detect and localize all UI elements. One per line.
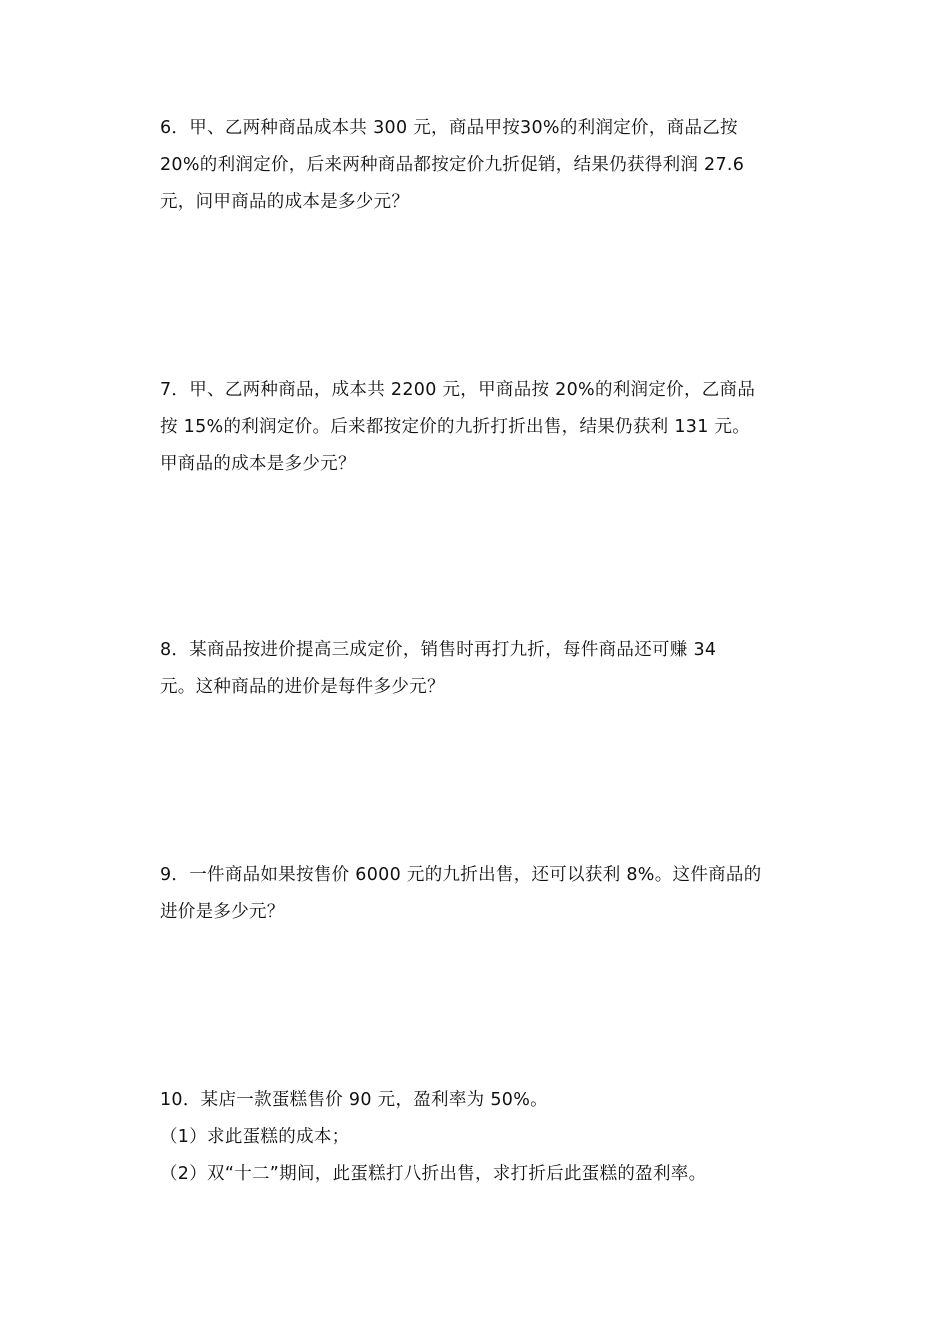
problem-7 xyxy=(160,372,800,483)
problem-6-line-2: 20%的利润定价，后来两种商品都按定价九折促销，结果仍获得利润 27.6 xyxy=(160,155,745,175)
problem-9 xyxy=(160,857,800,931)
problem-9-line-2: 进价是多少元？ xyxy=(160,902,285,922)
problem-8-line-2: 元。这种商品的进价是每件多少元？ xyxy=(160,677,445,697)
problem-7-line-2: 按 15%的利润定价。后来都按定价的九折打折出售，结果仍获利 131 元。 xyxy=(160,417,751,437)
problem-7-line-3: 甲商品的成本是多少元？ xyxy=(160,454,356,474)
problem-6-line-1: 6．甲、乙两种商品成本共 300 元，商品甲按30%的利润定价，商品乙按 xyxy=(160,118,738,138)
problem-7-line-1: 7．甲、乙两种商品，成本共 2200 元，甲商品按 20%的利润定价，乙商品 xyxy=(160,380,756,400)
problem-10 xyxy=(160,1082,800,1193)
problem-9-line-1: 9．一件商品如果按售价 6000 元的九折出售，还可以获利 8%。这件商品的 xyxy=(160,865,762,885)
problem-10-subquestion-2: （2）双“十二”期间，此蛋糕打八折出售，求打折后此蛋糕的盈利率。 xyxy=(160,1164,707,1184)
problem-8-line-1: 8．某商品按进价提高三成定价，销售时再打九折，每件商品还可赚 34 xyxy=(160,640,717,660)
problem-6-line-3: 元，问甲商品的成本是多少元？ xyxy=(160,192,410,212)
problem-8 xyxy=(160,632,800,706)
problem-10-subquestion-1: （1）求此蛋糕的成本； xyxy=(160,1127,350,1147)
problem-10-line-1: 10．某店一款蛋糕售价 90 元，盈利率为 50%。 xyxy=(160,1090,548,1110)
problem-6 xyxy=(160,110,800,221)
